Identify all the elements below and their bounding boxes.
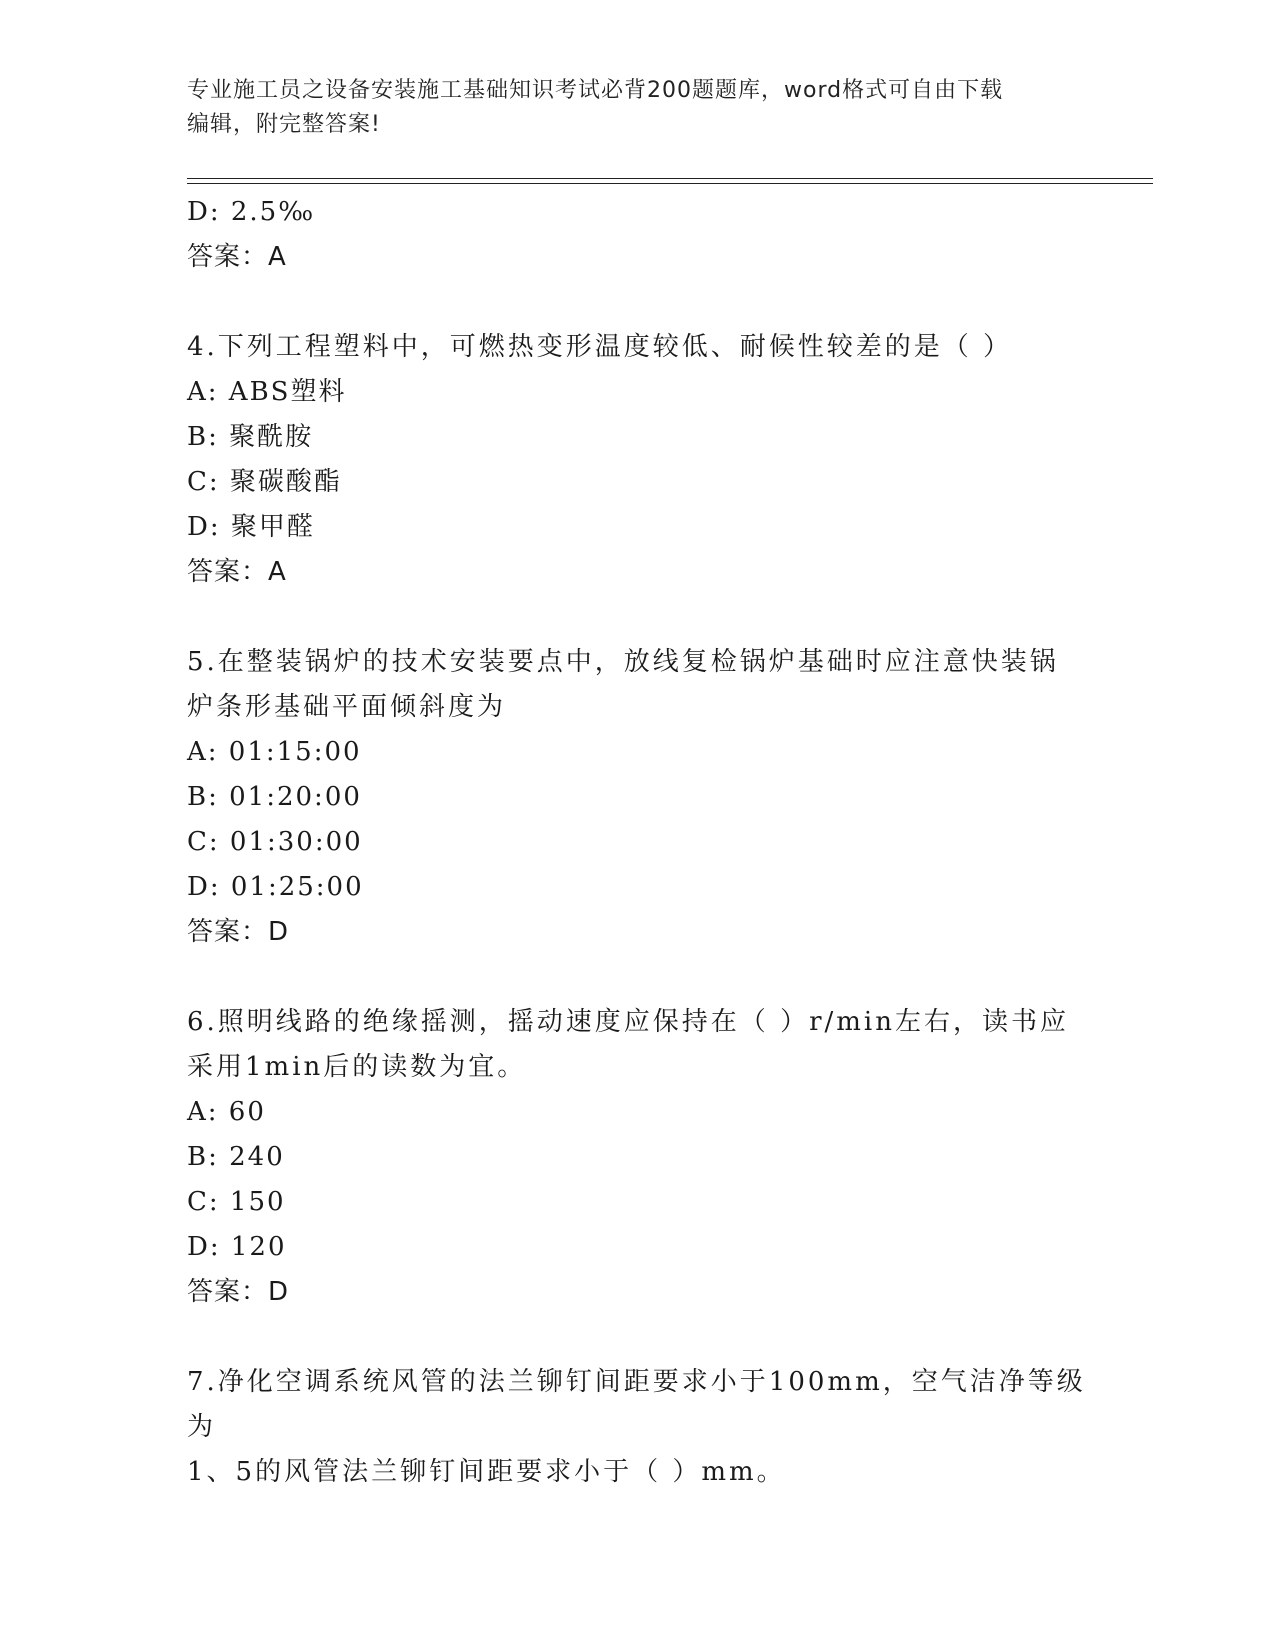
question-6 bbox=[187, 1000, 1107, 1315]
option-b: B: 01:20:00 bbox=[187, 782, 362, 812]
spacer bbox=[187, 595, 1107, 640]
prev-option-d: D: 2.5‰ bbox=[187, 197, 316, 227]
option-d: D: 聚甲醛 bbox=[187, 512, 315, 542]
spacer bbox=[187, 1315, 1107, 1360]
option-d: D: 01:25:00 bbox=[187, 872, 364, 902]
option-a: A: 60 bbox=[187, 1097, 266, 1127]
header-title-line-2: 编辑，附完整答案! bbox=[187, 112, 381, 137]
option-b: B: 240 bbox=[187, 1142, 285, 1172]
question-stem-line-1: 5.在整装锅炉的技术安装要点中，放线复检锅炉基础时应注意快装锅 bbox=[187, 647, 1059, 677]
question-stem-line-1: 7.净化空调系统风管的法兰铆钉间距要求小于100mm，空气洁净等级为 bbox=[187, 1367, 1086, 1442]
question-stem-line-2: 采用1min后的读数为宜。 bbox=[187, 1052, 527, 1082]
question-answer: 答案：A bbox=[187, 557, 287, 587]
question-answer: 答案：D bbox=[187, 917, 290, 947]
header-title-line-1: 专业施工员之设备安装施工基础知识考试必背200题题库，word格式可自由下载 bbox=[187, 78, 1004, 103]
question-stem-line-1: 6.照明线路的绝缘摇测，摇动速度应保持在（ ）r/min左右，读书应 bbox=[187, 1007, 1069, 1037]
option-c: C: 聚碳酸酯 bbox=[187, 467, 342, 497]
spacer bbox=[187, 955, 1107, 1000]
option-a: A: ABS塑料 bbox=[187, 377, 347, 407]
spacer bbox=[187, 280, 1107, 325]
question-stem-line-2: 1、5的风管法兰铆钉间距要求小于（ ）mm。 bbox=[187, 1457, 786, 1487]
header-divider-bottom bbox=[187, 183, 1153, 184]
option-c: C: 01:30:00 bbox=[187, 827, 363, 857]
header-divider-top bbox=[187, 178, 1153, 179]
question-5 bbox=[187, 640, 1107, 955]
question-4 bbox=[187, 325, 1107, 595]
option-d: D: 120 bbox=[187, 1232, 287, 1262]
question-content bbox=[187, 190, 1107, 1495]
question-stem: 4.下列工程塑料中，可燃热变形温度较低、耐候性较差的是（ ） bbox=[187, 332, 1013, 362]
option-b: B: 聚酰胺 bbox=[187, 422, 314, 452]
option-c: C: 150 bbox=[187, 1187, 286, 1217]
question-answer: 答案：D bbox=[187, 1277, 290, 1307]
document-header bbox=[187, 74, 1067, 142]
option-a: A: 01:15:00 bbox=[187, 737, 362, 767]
prev-answer: 答案：A bbox=[187, 242, 287, 272]
question-stem-line-2: 炉条形基础平面倾斜度为 bbox=[187, 692, 507, 722]
question-7 bbox=[187, 1360, 1107, 1495]
